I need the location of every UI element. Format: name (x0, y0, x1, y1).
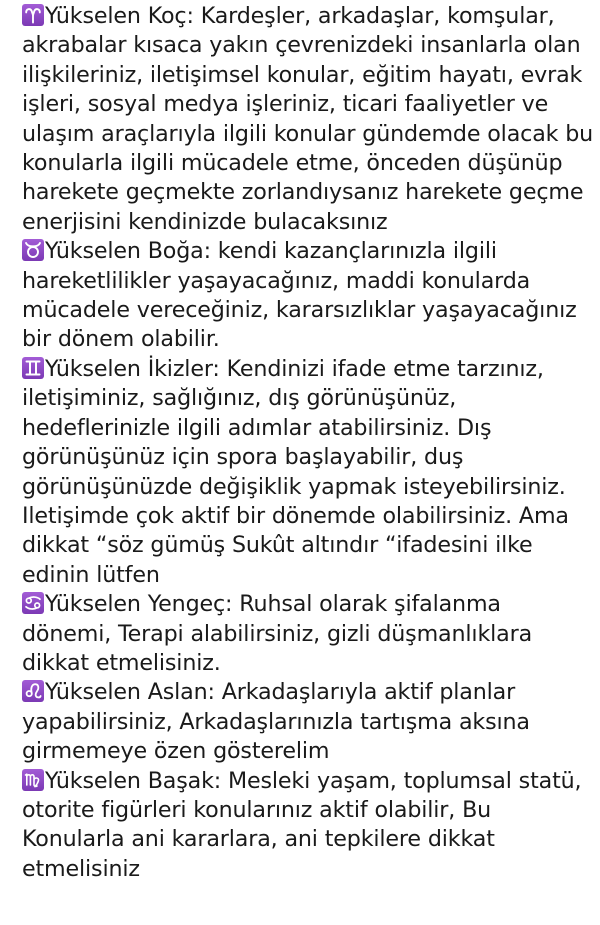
entry-taurus (22, 237, 594, 355)
entry-text: Yükselen Aslan: Arkadaşlarıyla aktif planlar yapabilirsiniz, Arkadaşlarınızla tartışma aksına girmemeye özen gösterelim (22, 679, 530, 765)
entry-text: Yükselen Boğa: kendi kazançlarınızla ilgili hareketlilikler yaşayacağınız, maddi konularda mücadele vereceğiniz, kararsızlıklar yaşayacağınız bir dönem olabilir. (22, 238, 577, 353)
aries-icon (22, 4, 44, 26)
entry-cancer (22, 590, 594, 678)
entry-text: Yükselen Başak: Mesleki yaşam, toplumsal statü, otorite figürleri konularınız aktif olabilir, Bu Konularla ani kararlara, ani tepkilere dikkat etmelisiniz (22, 767, 582, 882)
horoscope-text (22, 2, 594, 884)
virgo-icon (22, 769, 44, 791)
entry-text: Yükselen İkizler: Kendinizi ifade etme tarzınız, iletişiminiz, sağlığınız, dış görünüşünüz, hedeflerinizle ilgili adımlar atabilirsiniz. Dış görünüşünüz için spora başlayabilir, duş görünüşünüzde değişiklik yapmak isteyebilirsiniz. Iletişimde çok aktif bir dönemde olabilirsiniz. Ama dikkat “söz gümüş Sukût altındır “ifadesini ilke edinin lütfen (22, 355, 569, 588)
taurus-icon (22, 239, 44, 261)
entry-gemini (22, 355, 594, 590)
entry-text: Yükselen Yengeç: Ruhsal olarak şifalanma dönemi, Terapi alabilirsiniz, gizli düşmanlıklara dikkat etmelisiniz. (22, 591, 533, 676)
leo-icon (22, 680, 44, 702)
entry-virgo (22, 767, 594, 885)
cancer-icon (22, 592, 44, 614)
gemini-icon (22, 357, 44, 379)
entry-text: Yükselen Koç: Kardeşler, arkadaşlar, komşular, akrabalar kısaca yakın çevrenizdeki insanlarla olan ilişkileriniz, iletişimsel konular, eğitim hayatı, evrak işleri, sosyal medya işleriniz, ticari faaliyetler ve ulaşım araçlarıyla ilgili konular gündemde olacak bu konularla ilgili mücadele etme, önceden düşünüp harekete geçmekte zorlandıysanız harekete geçme enerjisini kendinizde bulacaksınız (22, 3, 594, 235)
entry-aries (22, 2, 594, 237)
entry-leo (22, 678, 594, 766)
